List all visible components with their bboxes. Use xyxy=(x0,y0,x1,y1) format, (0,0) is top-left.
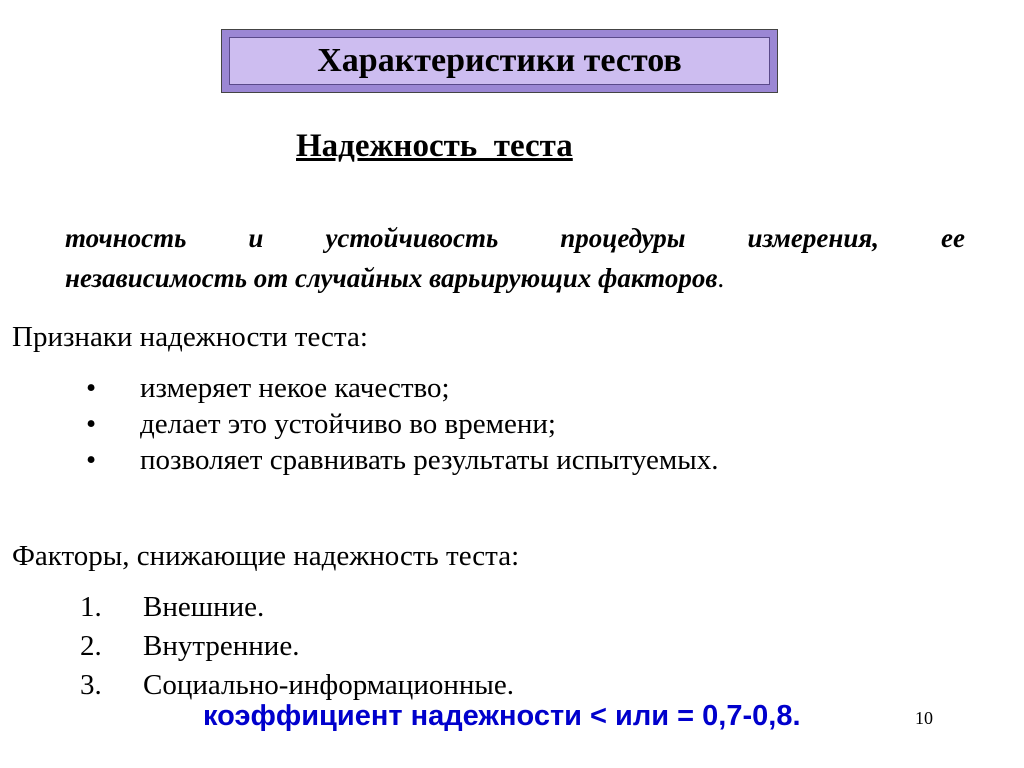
signs-heading: Признаки надежности теста: xyxy=(12,321,368,353)
item-number: 3. xyxy=(80,669,102,701)
item-number: 2. xyxy=(80,630,102,662)
definition-word: устойчивость xyxy=(325,223,499,253)
page-number: 10 xyxy=(915,708,933,728)
definition-word: процедуры xyxy=(560,223,686,253)
bullet-mark: • xyxy=(86,408,97,440)
list-item-text: измеряет некое качество; xyxy=(140,372,450,404)
definition-word: ее xyxy=(941,223,965,253)
factors-heading: Факторы, снижающие надежность теста: xyxy=(12,540,520,572)
item-number: 1. xyxy=(80,591,102,623)
definition-line-1 xyxy=(65,218,965,258)
bullet-mark: • xyxy=(86,372,97,404)
definition-word: измерения, xyxy=(747,223,880,253)
list-item-text: позволяет сравнивать результаты испытуемых. xyxy=(140,444,719,476)
definition-word: и xyxy=(248,223,264,253)
list-item-text: делает это устойчиво во времени; xyxy=(140,408,556,440)
definition-text xyxy=(65,218,965,298)
definition-word: точность xyxy=(65,223,187,253)
definition-period: . xyxy=(717,263,725,293)
list-item-text: Внутренние. xyxy=(143,630,300,662)
definition-line-2-text: независимость от случайных варьирующих факторов xyxy=(65,263,718,293)
title-banner xyxy=(221,29,778,93)
list-item-text: Внешние. xyxy=(143,591,265,623)
definition-line-2 xyxy=(65,258,965,298)
slide-title: Характеристики тестов xyxy=(230,38,769,84)
bullet-mark: • xyxy=(86,444,97,476)
slide-subtitle: Надежность теста xyxy=(296,128,573,164)
list-item-text: Социально-информационные. xyxy=(143,669,514,701)
reliability-coefficient: коэффициент надежности < или = 0,7-0,8. xyxy=(203,700,801,732)
